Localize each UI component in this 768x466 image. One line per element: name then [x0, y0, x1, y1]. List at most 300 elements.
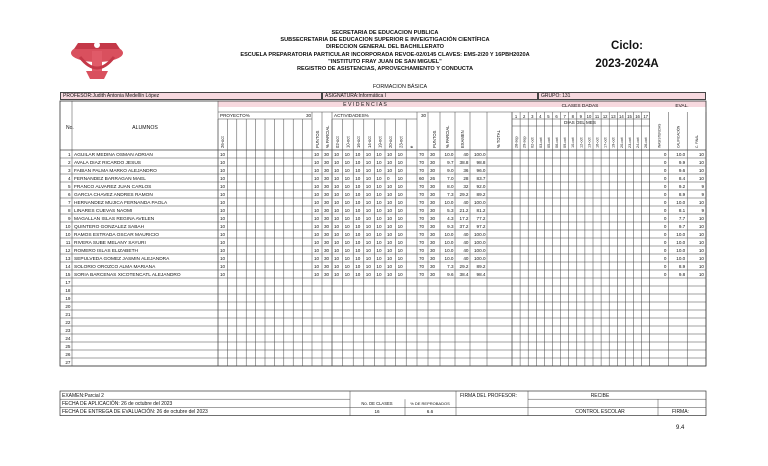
act-pct: 30	[430, 231, 436, 237]
act-total: 70	[419, 151, 425, 157]
clases-dadas-title: CLASES DADAS	[561, 104, 599, 109]
examen-pct: 28	[463, 175, 469, 181]
no-clases-label: No. DE CLASES	[361, 401, 393, 406]
act-total: 70	[419, 167, 425, 173]
total-score: 89.2	[476, 263, 486, 269]
puntos-value: 10	[314, 215, 320, 221]
act-pct: 30	[430, 191, 436, 197]
actividad-score: 10	[387, 183, 393, 189]
inasistencias: 0	[663, 231, 667, 237]
calificacion: 10.0	[676, 255, 686, 261]
parcial-value: 30	[324, 239, 330, 245]
inasistencias: 0	[663, 263, 667, 269]
actividad-score: 10	[365, 191, 371, 197]
puntos-value: 10	[314, 183, 320, 189]
actividad-score: 10	[376, 247, 382, 253]
proyecto-header: PROYECTO%	[220, 113, 250, 118]
act-total: 70	[419, 199, 425, 205]
row-number: 4	[67, 175, 71, 181]
calificacion-final: 10	[698, 271, 704, 277]
row-number: 19	[65, 295, 71, 301]
act-pct: 30	[430, 239, 436, 245]
actividad-score: 10	[397, 159, 403, 165]
actividad-score: 10	[397, 175, 403, 181]
header-line-6: REGISTRO DE ASISTENCIAS, APROVECHAMIENTO Y CONDUCTA	[296, 66, 473, 73]
actividad-score: 10	[365, 159, 371, 165]
inasistencias: 0	[663, 223, 667, 229]
row-number: 26	[65, 351, 71, 357]
header-line-1: SECRETARIA DE EDUCACION PUBLICA	[331, 30, 439, 36]
examen-score: 10.0	[444, 231, 454, 237]
actividad-score: 10	[397, 255, 403, 261]
row-number: 12	[65, 247, 71, 253]
actividad-score: 10	[355, 175, 361, 181]
calificacion-final: 10	[698, 239, 704, 245]
actividad-score: 10	[334, 231, 340, 237]
proyecto-score: 10	[220, 223, 226, 229]
examen-score: 4.3	[447, 215, 454, 221]
calificacion-final: 10	[698, 175, 704, 181]
proyecto-pct: 30	[306, 113, 312, 118]
actividad-score: 10	[355, 223, 361, 229]
calificacion: 10.0	[676, 231, 686, 237]
examen-score: 9.6	[447, 271, 454, 277]
actividad-score: 10	[355, 255, 361, 261]
total-score: 100.0	[474, 239, 486, 245]
proyecto-score: 10	[220, 207, 226, 213]
row-number: 13	[65, 255, 71, 261]
puntos-value: 10	[314, 255, 320, 261]
puntos-value: 10	[314, 167, 320, 173]
total-header: % TOTAL	[496, 130, 501, 148]
class-date: 29-sep	[522, 136, 527, 148]
actividad-score: 10	[397, 151, 403, 157]
fecha-aplicacion: FECHA DE APLICACIÓN: 26 de octubre del 2023	[62, 401, 173, 407]
calificacion-final: 9	[701, 207, 704, 213]
act-pct: 30	[430, 215, 436, 221]
puntos-value: 10	[314, 151, 320, 157]
examen-score: 10.0	[444, 151, 454, 157]
class-date: 06-oct	[555, 137, 559, 148]
actividad-score: 10	[355, 159, 361, 165]
class-date: 17-oct	[603, 137, 608, 148]
col-no-header: No.	[66, 125, 74, 131]
puntos-value: 10	[314, 271, 320, 277]
actividad-score: 10	[397, 215, 403, 221]
class-number: 7	[563, 114, 566, 119]
calificacion-final: 9	[701, 183, 704, 189]
class-date: 24-oct	[636, 137, 640, 148]
actividad-score: 10	[376, 167, 382, 173]
calificacion-final: 10	[698, 151, 704, 157]
student-name: SORIA BARCENAS XICOTENCATL ALEJANDRO	[74, 272, 181, 278]
cycle-label: Ciclo:	[611, 40, 643, 52]
act-total: 70	[419, 183, 425, 189]
total-score: 81.2	[476, 207, 486, 213]
actividad-score: 10	[387, 255, 393, 261]
proyecto-score: 10	[220, 239, 226, 245]
actividad-score: 10	[355, 151, 361, 157]
firma-profesor-label: FIRMA DEL PROFESOR:	[460, 392, 518, 399]
total-score: 98.8	[476, 159, 486, 165]
row-number: 14	[65, 263, 71, 269]
actividad-score: 10	[397, 223, 403, 229]
actividad-score: 10	[397, 167, 403, 173]
total-score: 96.0	[476, 167, 486, 173]
calificacion-final: 9	[701, 191, 704, 197]
row-number: 27	[65, 359, 71, 365]
no-clases-value: 16	[374, 409, 380, 415]
proyecto-score: 10	[220, 159, 226, 165]
actividad-score: 10	[376, 263, 382, 269]
inasistencias: 0	[663, 239, 667, 245]
calificacion: 9.6	[678, 167, 686, 173]
class-date: 26-oct	[644, 137, 649, 148]
row-number: 10	[65, 223, 71, 229]
actividad-score: 10	[334, 151, 340, 157]
header-line-5: "INSTITUTO FRAY JUAN DE SAN MIGUEL"	[328, 58, 442, 65]
actividad-score: 10	[334, 271, 340, 277]
puntos-value: 10	[314, 175, 320, 181]
actividad-date: 19-oct	[377, 136, 383, 148]
actividad-score: 10	[344, 159, 350, 165]
examen-score: 7.3	[447, 191, 454, 197]
actividad-score: 10	[387, 247, 393, 253]
actividad-score: 10	[344, 207, 350, 213]
row-number: 9	[67, 215, 71, 221]
class-number: 6	[555, 114, 558, 119]
parcial-value: 30	[324, 263, 330, 269]
actividad-score: 10	[387, 199, 393, 205]
class-number: 12	[602, 114, 608, 119]
total-score: 89.2	[476, 191, 486, 197]
student-name: RIVERA SUBE MELANY SAYURI	[74, 240, 146, 246]
actividad-score: 10	[365, 239, 371, 245]
actividad-score: 10	[355, 191, 361, 197]
puntos-value: 10	[314, 263, 320, 269]
inasistencias: 0	[663, 151, 667, 157]
total-score: 92.0	[476, 183, 486, 189]
examen-pct: 40	[463, 255, 469, 261]
act-total: 70	[419, 247, 425, 253]
actividad-score: 10	[376, 255, 382, 261]
student-name: ROMERO ISLAS ELIZABETH	[74, 248, 138, 254]
actividad-score: 10	[344, 223, 350, 229]
class-date: 20-oct	[619, 137, 624, 148]
act-total: 70	[419, 223, 425, 229]
page-number: 9.4	[676, 425, 685, 431]
student-name: HERNANDEZ MUJICA FERNANDA PAOLA	[74, 200, 168, 206]
parcial-value: 30	[324, 247, 330, 253]
actividad-score: 10	[376, 151, 382, 157]
row-number: 6	[67, 191, 71, 197]
total-score: 100.0	[474, 151, 486, 157]
actividad-score: 10	[376, 223, 382, 229]
act-total: 70	[419, 239, 425, 245]
act-total: 70	[419, 263, 425, 269]
act-pct: 30	[430, 271, 436, 277]
actividad-score: 10	[355, 207, 361, 213]
formation-label: FORMACION BÁSICA	[372, 84, 428, 90]
examen-score: 10.0	[444, 255, 454, 261]
class-date: 13-oct	[587, 137, 592, 148]
recibe-label: RECIBE	[590, 392, 610, 399]
inasistencias: 0	[663, 271, 667, 277]
examen-pct: 40	[463, 247, 469, 253]
proyecto-score: 10	[220, 199, 226, 205]
inasistencias: 0	[663, 207, 667, 213]
examen-pct: 40	[463, 151, 469, 157]
actividad-score: 10	[365, 255, 371, 261]
actividad-score: 10	[365, 247, 371, 253]
proyecto-score: 10	[220, 247, 226, 253]
examen-score: 8.0	[447, 183, 454, 189]
examen-pct: 29.2	[459, 263, 469, 269]
act-pct: 30	[430, 159, 436, 165]
act-total: 70	[419, 215, 425, 221]
puntos-value: 10	[314, 247, 320, 253]
parcial-value: 30	[324, 199, 330, 205]
act-pct: 30	[430, 255, 436, 261]
calificacion: 7.7	[678, 215, 686, 221]
actividad-score: 10	[387, 271, 393, 277]
parcial-value: 30	[324, 175, 330, 181]
class-date: 23-oct	[627, 137, 632, 148]
student-name: GARCIA CHAVEZ ANDRES RAMON	[74, 192, 153, 198]
class-number: 15	[627, 114, 632, 119]
class-date: 10-oct	[571, 137, 576, 148]
total-score: 97.2	[476, 223, 486, 229]
examen-score: 9.0	[447, 167, 454, 173]
student-name: AGUILAR MEDINA OSMAN ADRIAN	[74, 152, 153, 158]
act-pct: 30	[430, 151, 436, 157]
total-score: 100.0	[474, 231, 486, 237]
examen-pct: 17.2	[459, 215, 469, 221]
examen-pct: 38.8	[459, 159, 469, 165]
dias-mes-title: DIAS DEL MES	[564, 120, 596, 125]
actividad-score: 10	[344, 183, 350, 189]
student-name: MAGALLAN ISLAS REGINA AVELEN	[74, 216, 155, 222]
inasistencias: 0	[663, 215, 667, 221]
eval-title: EVAL.	[675, 104, 689, 109]
row-number: 10	[65, 231, 71, 237]
examen-pct: 40	[463, 239, 469, 245]
total-score: 83.7	[476, 175, 486, 181]
examen-pct: 40	[463, 231, 469, 237]
act-pct: 30	[430, 223, 436, 229]
row-number: 23	[65, 327, 71, 333]
row-number: 15	[65, 271, 71, 277]
class-number: 10	[586, 114, 592, 119]
act-total: 70	[419, 191, 425, 197]
actividad-score: 10	[397, 263, 403, 269]
actividad-score: 10	[397, 207, 403, 213]
actividad-score: 10	[387, 191, 393, 197]
actividad-score: 10	[365, 199, 371, 205]
calificacion: 10.0	[676, 151, 686, 157]
student-name: SOLORIO OROZCO ALMA MARIANA	[74, 264, 156, 270]
actividad-score: 10	[355, 231, 361, 237]
actividad-score: 10	[387, 223, 393, 229]
inasistencias: 0	[663, 159, 667, 165]
actividad-score: 10	[355, 167, 361, 173]
actividad-score: 0	[387, 175, 390, 181]
cycle-value: 2023-2024A	[595, 58, 659, 70]
student-name: QUINTERO GONZALEZ SABAH	[74, 224, 145, 230]
group-number: GRUPO: 131	[538, 92, 706, 100]
proyecto-date: 26-oct	[220, 136, 225, 148]
act-pct: 30	[430, 167, 436, 173]
actividad-score: 10	[397, 191, 403, 197]
reprobados-value: 6.6	[426, 409, 434, 415]
row-number: 21	[65, 311, 71, 317]
actividad-score: 10	[387, 159, 393, 165]
actividad-score: 10	[334, 167, 340, 173]
actividad-score: 10	[344, 255, 350, 261]
actividad-score: 10	[397, 239, 403, 245]
puntos-value: 10	[314, 239, 320, 245]
inasistencias: 0	[663, 167, 667, 173]
class-date: 16-oct	[595, 137, 600, 148]
class-number: 2	[522, 114, 526, 119]
total-score: 100.0	[474, 199, 486, 205]
actividad-score: 10	[334, 183, 340, 189]
act-parcial-header: % PARCIAL	[445, 125, 450, 148]
actividad-score: 10	[344, 191, 350, 197]
calificacion: 10.0	[676, 247, 686, 253]
actividad-score: 10	[365, 271, 371, 277]
row-number: 3	[67, 167, 71, 173]
student-name: LINARES CUEVAS NAOMI	[74, 208, 133, 214]
actividad-date: 16-oct	[356, 136, 362, 148]
class-number: 1	[514, 114, 518, 119]
actividad-score: 10	[376, 231, 382, 237]
act-pct: 30	[430, 183, 436, 189]
parcial-value: 30	[324, 215, 330, 221]
class-number: 4	[539, 114, 542, 119]
proyecto-score: 10	[220, 231, 226, 237]
calificacion: 10.0	[676, 199, 686, 205]
actividad-score: 10	[376, 175, 382, 181]
act-total: 60	[419, 175, 425, 181]
actividad-score: 10	[344, 231, 350, 237]
proyecto-score: 10	[220, 151, 226, 157]
proyecto-score: 10	[220, 271, 226, 277]
parcial-value: 30	[324, 207, 330, 213]
total-score: 98.4	[476, 271, 486, 277]
actividad-score: 10	[376, 239, 382, 245]
row-number: 5	[67, 183, 71, 189]
calificacion: 10.0	[676, 239, 686, 245]
actividad-score: 10	[355, 215, 361, 221]
actividad-score: 10	[397, 231, 403, 237]
parcial-value: 30	[324, 151, 330, 157]
actividad-score: 10	[397, 183, 403, 189]
actividad-score: 10	[355, 247, 361, 253]
inasistencias: 0	[663, 247, 667, 253]
actividad-score: 10	[334, 215, 340, 221]
proyecto-score: 10	[220, 167, 226, 173]
actividad-score: 10	[334, 175, 340, 181]
col-alumnos-header: ALUMNOS	[132, 125, 158, 131]
actividad-score: 10	[365, 215, 371, 221]
proyecto-score: 10	[220, 263, 226, 269]
class-date: 19-oct	[611, 137, 616, 148]
actividad-score: 10	[365, 175, 371, 181]
actividad-score: 10	[334, 199, 340, 205]
actividad-date: 23-oct	[398, 136, 404, 148]
row-number: 22	[65, 319, 71, 325]
fecha-entrega: FECHA DE ENTREGA DE EVALUACIÓN: 26 de octubre del 2023	[62, 409, 208, 416]
puntos-value: 10	[314, 207, 320, 213]
examen-score: 7.3	[447, 263, 454, 269]
actividad-score: 10	[355, 199, 361, 205]
exam-label: EXAMEN:Parcial 2	[62, 392, 104, 399]
actividad-score: 10	[365, 263, 371, 269]
actividad-date: 10-oct	[345, 136, 351, 148]
actividad-score: 10	[344, 175, 350, 181]
student-name: SEPULVEDA GOMEZ JASMIN ALEJANDRA	[74, 256, 170, 262]
act-total: 70	[419, 255, 425, 261]
header-line-2: SUBSECRETARIA DE EDUCACION SUPERIOR E INVEIGTIGACIÓN CIENTÍFICA	[280, 37, 490, 44]
actividad-score: 10	[387, 215, 393, 221]
actividad-score: 10	[334, 223, 340, 229]
actividad-score: 10	[365, 183, 371, 189]
calificacion: 8.4	[678, 175, 686, 181]
calificacion: 8.1	[678, 207, 686, 213]
parcial-value: 30	[324, 231, 330, 237]
eval-header: C. FINAL	[695, 134, 700, 148]
actividad-score: 10	[344, 263, 350, 269]
student-name: FRANCO ALVAREZ JUAN CARLOS	[74, 184, 152, 190]
row-number: 17	[65, 279, 71, 285]
actividad-score: 10	[387, 263, 393, 269]
actividad-score: 10	[365, 207, 371, 213]
row-number: 11	[65, 239, 71, 245]
parcial-value: 30	[324, 223, 330, 229]
examen-score: 9.7	[447, 159, 454, 165]
examen-score: 5.3	[447, 207, 454, 213]
actividad-score: 10	[334, 207, 340, 213]
eval-header: INASISTENCIAS	[657, 123, 662, 148]
examen-score: 10.0	[444, 247, 454, 253]
actividad-score: 10	[344, 239, 350, 245]
examen-pct: 29.2	[459, 191, 469, 197]
act-total: 70	[419, 231, 425, 237]
calificacion: 8.9	[678, 263, 686, 269]
class-date: 28-sep	[514, 136, 519, 148]
actividad-score: 10	[344, 215, 350, 221]
actividad-score: 10	[365, 223, 371, 229]
calificacion-final: 10	[698, 159, 704, 165]
class-number: 5	[547, 114, 550, 119]
actividad-score: 10	[376, 271, 382, 277]
actividad-date: e	[409, 145, 415, 148]
proyecto-score: 10	[220, 255, 226, 261]
actividad-date: 02-oct	[335, 136, 340, 148]
control-escolar-label: CONTROL ESCOLAR	[575, 409, 625, 416]
actividad-score: 10	[355, 263, 361, 269]
class-number: 9	[579, 114, 583, 119]
puntos-value: 10	[314, 223, 320, 229]
student-name: FABIAN PALMA MARKO ALEJANDRO	[74, 168, 157, 174]
calificacion-final: 10	[698, 247, 704, 253]
actividad-score: 10	[365, 167, 371, 173]
examen-pct: 32	[463, 183, 469, 189]
calificacion: 9.2	[678, 183, 686, 189]
act-puntos-header: PUNTOS	[432, 130, 437, 148]
actividad-score: 10	[387, 167, 393, 173]
